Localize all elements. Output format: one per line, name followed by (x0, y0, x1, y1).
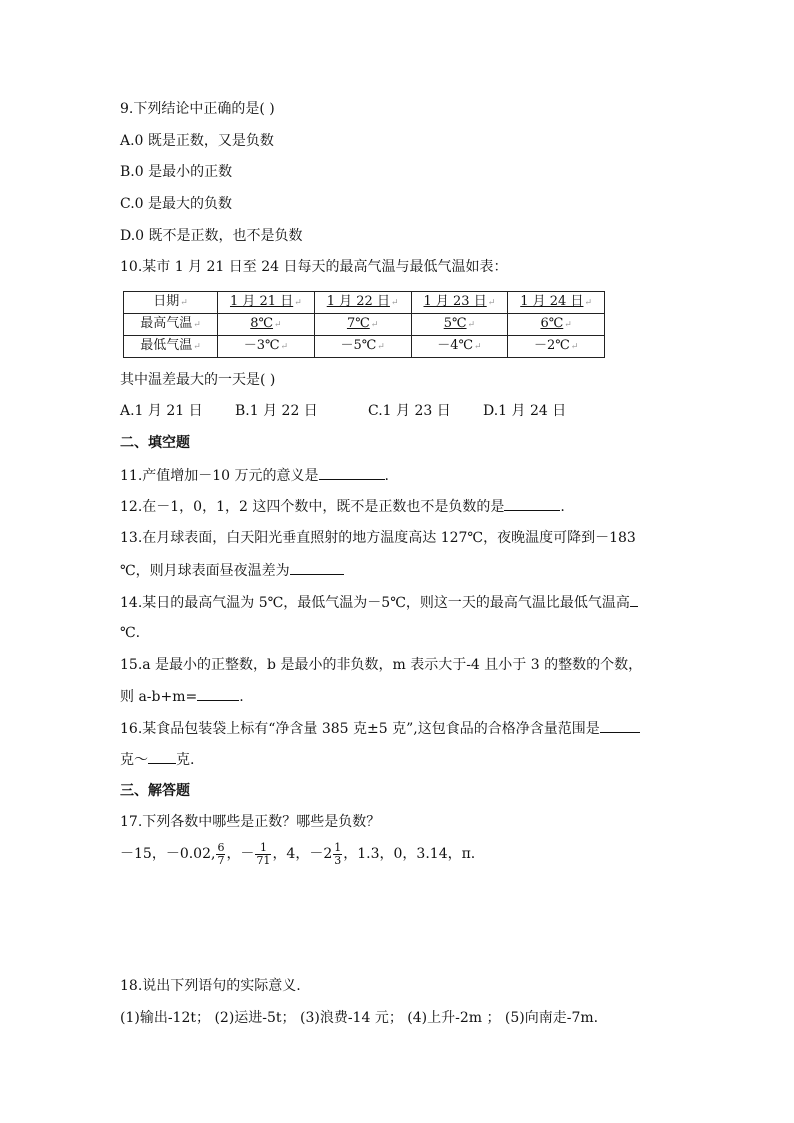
fraction-numerator: 1 (255, 842, 271, 855)
fraction-denominator: 71 (256, 853, 271, 867)
answer-blank[interactable] (600, 718, 640, 733)
q10-option-c: C.1 月 23 日 (368, 403, 451, 419)
answer-blank[interactable] (290, 560, 344, 575)
paragraph-mark-icon: ↵ (474, 342, 482, 352)
paragraph-mark-icon: ↵ (193, 320, 201, 330)
q16-text: 16.某食品包装袋上标有“净含量 385 克±5 克”,这包食品的合格净含量范围是 (120, 721, 600, 737)
q17-numbers (120, 836, 475, 872)
fraction (333, 842, 342, 867)
table-cell: 1 月 24 日 (520, 294, 584, 309)
q12-text: 12.在－1，0，1，2 这四个数中，既不是正数也不是负数的是 (120, 499, 505, 515)
q9-option-d: D.0 既不是正数，也不是负数 (120, 228, 303, 244)
paragraph-mark-icon: ↵ (487, 298, 496, 308)
fraction-numerator: 6 (217, 840, 225, 854)
q14-line1 (120, 592, 638, 613)
table-cell: 6℃ (540, 316, 564, 331)
answer-blank[interactable] (319, 465, 385, 480)
table-row (124, 314, 605, 336)
q17-part: ，－ (226, 846, 255, 862)
q16-line1 (120, 718, 640, 739)
q16-text-a: 克～ (120, 752, 148, 768)
q10-stem: 10.某市 1 月 21 日至 24 日每天的最高气温与最低气温如表： (120, 259, 508, 275)
q9-option-c: C.0 是最大的负数 (120, 196, 233, 212)
q17-part: ，1.3，0，3.14，π. (343, 846, 476, 862)
q10-option-a: A.1 月 21 日 (120, 403, 203, 419)
paragraph-mark-icon: ↵ (274, 320, 282, 330)
q15-line2 (120, 686, 244, 707)
q11-end: . (384, 468, 389, 484)
paragraph-mark-icon: ↵ (370, 320, 379, 330)
table-cell: 8℃ (250, 316, 274, 331)
fraction (255, 842, 271, 867)
q15-end: . (239, 689, 244, 705)
q10-option-d: D.1 月 24 日 (483, 403, 567, 419)
table-cell: －4℃ (437, 338, 474, 353)
paragraph-mark-icon: ↵ (193, 342, 201, 352)
table-cell: 7℃ (346, 316, 370, 331)
q17-stem: 17.下列各数中哪些是正数？哪些是负数？ (120, 814, 381, 830)
q13-text: ℃，则月球表面昼夜温差为 (120, 563, 290, 579)
table-cell: 1 月 23 日 (423, 294, 487, 309)
q12-end: . (560, 499, 565, 515)
table-cell: －5℃ (340, 338, 377, 353)
q16-text-b: 克. (176, 752, 195, 768)
table-cell: 日期 (153, 294, 180, 309)
q10-option-b: B.1 月 22 日 (235, 403, 318, 419)
q13-line2 (120, 560, 344, 581)
q11 (120, 465, 389, 486)
q16-line2 (120, 749, 194, 770)
q12 (120, 496, 565, 517)
table-cell: 最低气温 (140, 338, 193, 353)
answer-blank[interactable] (504, 496, 560, 511)
temperature-table (123, 291, 605, 358)
q13-line1: 13.在月球表面，白天阳光垂直照射的地方温度高达 127℃，夜晚温度可降到－183 (120, 530, 636, 546)
paragraph-mark-icon: ↵ (390, 298, 399, 308)
q14-text: 14.某日的最高气温为 5℃，最低气温为－5℃，则这一天的最高气温比最低气温高 (120, 595, 630, 611)
q9-option-a: A.0 既是正数，又是负数 (120, 133, 274, 149)
answer-blank[interactable] (197, 686, 239, 701)
fraction-denominator: 7 (217, 853, 225, 867)
q15-line1: 15.a 是最小的正整数，b 是最小的非负数，m 表示大于-4 且小于 3 的整数的个数， (120, 657, 643, 673)
q17-part: －15，－0.02, (120, 846, 216, 862)
answer-blank[interactable] (630, 592, 638, 607)
table-cell: －2℃ (533, 338, 570, 353)
section-heading-fill-blank: 二、填空题 (120, 435, 190, 451)
table-row (124, 292, 605, 314)
q10-options (120, 401, 566, 421)
fraction (216, 842, 225, 867)
q10-question: 其中温差最大的一天是( ) (120, 372, 276, 388)
q18-stem: 18.说出下列语句的实际意义. (120, 978, 301, 994)
q9-option-b: B.0 是最小的正数 (120, 164, 233, 180)
table-cell: 最高气温 (140, 316, 193, 331)
q9-stem: 9.下列结论中正确的是( ) (120, 101, 275, 117)
paragraph-mark-icon: ↵ (180, 298, 188, 308)
q15-text: 则 a-b+m= (120, 689, 198, 705)
paragraph-mark-icon: ↵ (294, 298, 302, 308)
fraction-numerator: 1 (334, 840, 342, 854)
table-cell: 1 月 22 日 (326, 294, 390, 309)
section-heading-answer: 三、解答题 (120, 783, 190, 799)
table-cell: －3℃ (243, 338, 280, 353)
paragraph-mark-icon: ↵ (280, 342, 289, 352)
q18-items: (1)输出-12t； (2)运进-5t； (3)浪费-14 元； (4)上升-2m ； (5)向南走-7m. (120, 1010, 599, 1026)
table-cell: 1 月 21 日 (229, 294, 294, 309)
q11-text: 11.产值增加－10 万元的意义是 (120, 468, 319, 484)
q17-part: ，4，－2 (272, 846, 333, 862)
paragraph-mark-icon: ↵ (377, 342, 385, 352)
table-row (124, 336, 605, 358)
table-cell: 5℃ (443, 316, 467, 331)
paragraph-mark-icon: ↵ (570, 342, 579, 352)
fraction-denominator: 3 (334, 853, 342, 867)
answer-blank[interactable] (148, 749, 176, 764)
paragraph-mark-icon: ↵ (467, 320, 476, 330)
q14-line2: ℃. (120, 625, 141, 641)
paragraph-mark-icon: ↵ (584, 298, 592, 308)
paragraph-mark-icon: ↵ (564, 320, 572, 330)
